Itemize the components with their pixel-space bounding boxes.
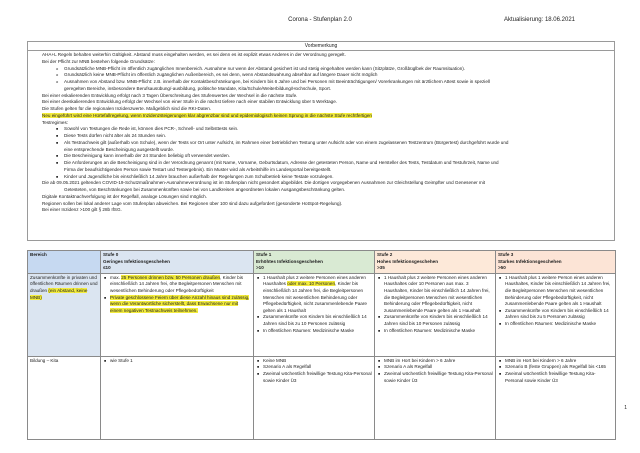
header-stufe-1: Stufe 1 Erhöhtes Infektionsgeschehen >10: [254, 251, 375, 274]
preface-item: ■ Die ab 09.05.2021 geltenden COVID-19-Schutzmaßnahmen-Ausnahmeverordnung ist im Stufenplan nicht gesondert abgebildet. Die dortigen vorgegebenen Ausnahmen zur Gleichstellung Geimpfter und Genesener mit: [42, 180, 614, 187]
rule-item: ■ Szenario B (feste Gruppen) als Regelfall bis <165: [505, 364, 613, 371]
preface-item: ■ Bei einer eskalierenden Entwicklung erfolgt nach 3 Tagen Überschreitung des Stufenwertes der Wechsel in die nächste Stufe.: [42, 93, 614, 100]
preface-item: ■ Bei einer deeskalierenden Entwicklung erfolgt der Wechsel von einer Stufe in die nächst tiefere nach einer stabilen Entwicklung über 5 Werktage.: [42, 99, 614, 106]
preface-item: Getesteten, von Beschränkungen bei Zusammenkünften sowie bei von Landkreisen angeordneten lokalen Ausgangsbeschränkung gelten.: [64, 187, 346, 192]
rule-item: ■ In öffentlichen Räumen: Medizinische Maske: [263, 328, 372, 335]
preface-item: ■ Digitale Kontaktnachverfolgung ist der Regelfall, analoge Lösungen sind möglich.: [42, 194, 614, 201]
row2-stufe-0: [101, 356, 254, 439]
rule-item: ■ Zusammenkünfte von Kindern bis einschließlich 14 Jahren sind bis zu 10 Personen zulässig: [263, 314, 372, 327]
header-stufe-3: Stufe 3 Starkes Infektionsgeschehen >50: [496, 251, 616, 274]
preface-item: ■ Neu eingeführt wird eine Hürtefallregelung, wenn Inzidenzsteigerungen klar abgrenzbar sind und epidemiologisch keinen Sprung in die nächste Stufe rechtfertigen: [42, 113, 614, 120]
preface-item: ■ Die Anforderungen an die Bescheinigung sind in der Verordnung genannt (mit Name, Vorname, Geburtsdatum, Adresse der getesteten Person, Name und Hersteller des Tests, Testdatum und Testuhrzeit, Name und: [42, 160, 614, 167]
header-stufe-0: Stufe 0 Geringes Infektionsgeschehen ≤10: [101, 251, 254, 274]
update-date: Aktualisierung: 18.06.2021: [503, 17, 575, 23]
row2-stufe-2: [375, 356, 496, 439]
rule-item: ■ MNB im Hort bei Kindern > 6 Jahre: [505, 358, 613, 365]
header-stufe-2: Stufe 2 Hohes Infektionsgeschehen >35: [375, 251, 496, 274]
rule-item: ■ MNB im Hort bei Kindern > 6 Jahre: [384, 358, 493, 365]
preface-item: Firma der beaufsichtigenden Person sowie Testart und Testergebnis). Ein Muster wird als Arbeitshilfe im Landesportal bereitgestellt.: [64, 166, 332, 172]
preface-item: ■ Kinder und Jugendliche bis einschließlich 14 Jahre brauchen außerhalb der Regelungen zum Schulbetrieb keine Testate vorzulegen.: [42, 174, 614, 181]
preface-item: eine entsprechende Bescheinigung ausgestellt wurde.: [64, 146, 175, 152]
rule-item: ■ max. 25 Personen drinnen bzw. 50 Personen draußen, Kinder bis einschließlich 14 Jahren frei, öhe Begleitpersonen Menschen mit wesentlichen Behinderung oder Pflegebedürftigkeit: [110, 275, 251, 295]
rule-item: ■ 1 Haushalt plus 2 weitere Personen eines anderen Haushaltes oder max. 10 Personen, Kinder bis einschließlich 14 Jahren frei, die Begleitpersonen Menschen mit wesentlichen Behinderung oder Pflegebedürftigkeit, nicht zusammenlebende Paare gelten als 1 Haushalt: [263, 275, 372, 315]
page-header: [0, 17, 640, 27]
rule-item: ■ Szenario A als Regelfall: [263, 364, 372, 371]
rule-item: ■ In öffentlichen Räumen: Medizinische Maske: [505, 321, 613, 328]
header-bereich: Bereich: [28, 251, 101, 274]
rule-item: ■ Zweimal wöchentlich freiwillige Testung Kita-Personal sowie Kinder Ü3: [505, 371, 613, 384]
preface-item: ■ Bei einer Inzidenz >100 gilt § 28b IfSG.: [42, 207, 614, 214]
rule-item: ■ 1 Haushalt plus 1 weitere Person eines anderen Haushaltes, Kinder bis einschließlich 14 Jahren frei, die Begleitpersonen Menschen mit wesentlichen Behinderung oder Pflegebedürftigkeit, nicht zusammenlebende Paare gelten als 1 Haushalt: [505, 275, 613, 308]
preface-title: Vorbemerkung: [28, 42, 614, 51]
page-number: 1: [624, 405, 627, 411]
preface-list: [28, 51, 614, 214]
preface-box: [27, 41, 615, 241]
row1-stufe-2: [375, 273, 496, 356]
preface-item: o Grundsätzlich keine MNB-Pflicht im öffentlich zugänglichen Außenbereich, es sei denn, wenn Abstandswahrung absehbar auf längere Dauer nicht möglich: [42, 72, 614, 79]
preface-item: ■ Die Stufen gelten für die regionalen Inzidenzwerte. Maßgeblich sind die RKI-Daten.: [42, 106, 614, 113]
row2-stufe-1: [254, 356, 375, 439]
rule-item: ■ Private geschlossene Feiern über diese Anzahl hinaus sind zulässig, wenn die Verantwortliche sicherstellt, dass Erwachsene nur mit einem negativen Testnachweis teilnehmen.: [110, 295, 251, 315]
preface-item: ■ AHA+L Regeln behalten weiterhin Gültigkeit. Abstand muss eingehalten werden, es sei denn es ist explizit etwas Anderes in der Verordnung geregelt.: [42, 52, 614, 59]
row-label-zusammenkuenfte: Zusammenkünfte in privaten und öffentlichen Räumen drinnen und draußen (ein Abstand, keine MNB): [28, 273, 101, 356]
preface-item: o Grundsätzliche MNB-Pflicht im öffentlich zugänglichen Innenbereich. Ausnahme nur wenn der Abstand gesichert ist und stetig eingehalten werden kann (Sitzplätze, Großbüglbek der Raumsituation).: [42, 66, 614, 73]
document-title: Corona - Stufenplan 2.0: [288, 17, 352, 23]
stage-table: [27, 250, 616, 440]
preface-item: o Ausnahmen von Abstand bzw. MNB-Pflicht: z.B. innerhalb der Kontaktbeschränkungen, bei Kindern bis 6 Jahre und bei Personen mit Beeinträchtigungen/ Vorerkrankungen mit ärztlichem Attest sowie in speziell: [42, 79, 614, 86]
rule-item: ■ Zusammenkünfte von Kindern bis einschließlich 14 Jahren sind bis zu 5 Personen zulässig: [505, 308, 613, 321]
rule-item: ■ Szenario A als Regelfall: [384, 364, 493, 371]
rule-item: ■ Zusammenkünfte von Kindern bis einschließlich 14 Jahren sind bis 10 Personen zulässig: [384, 314, 493, 327]
rule-item: ■ In öffentlichen Räumen: Medizinische Maske: [384, 328, 493, 335]
rule-item: ■ Zweimal wöchentlich freiwillige Testung Kita-Personal sowie Kinder Ü3: [263, 371, 372, 384]
row1-stufe-0: [101, 273, 254, 356]
rule-item: ■ Keine MNB: [263, 358, 372, 365]
preface-item: ■ Als Testnachweis gilt (außerhalb von Schule), wenn der Tests vor Ort unter Aufsicht, im Rahmen einer betrieblichen Testung unter Aufsicht oder von einem zugelassenen Testzentrum (Bürgertest) durchgeführt wurde und: [42, 140, 614, 147]
preface-item: ■ Sowohl von Testungen die Rede ist, können dies PCR-, Schnell- und Selbsttests sein.: [42, 126, 614, 133]
preface-item: ■ Bei der Pflicht zur MNB bestehen folgende Grundsätze:: [42, 59, 614, 66]
preface-item: ■ Testregimes:: [42, 120, 614, 127]
rule-item: ■ wie Stufe 1: [110, 358, 251, 365]
preface-item: ■ Diese Tests dürfen nicht älter als 24 Stunden sein.: [42, 133, 614, 140]
preface-item: geregelten Bereiche, insbesondere Berufsausübung/-ausbildung, politische Mandate, Kita/Schule/Weiterbildung/Hochschule, Sport.: [64, 85, 332, 91]
preface-item: ■ Die Bescheinigung kann innerhalb der 24 Stunden beliebig oft verwendet werden.: [42, 153, 614, 160]
rule-item: ■ 1 Haushalt plus 2 weitere Personen eines anderen Haushaltes oder 10 Personen aus max. 3 Haushalten, Kinder bis einschließlich 14 Jahren frei, die Begleitpersonen Menschen mit wesentlichen Behinderung oder Pflegebedürftigkeit, nicht zusammenlebende Paare gelten als 1 Haushalt: [384, 275, 493, 315]
row-label-bildung-kita: Bildung – Kita: [28, 356, 101, 439]
row1-stufe-1: [254, 273, 375, 356]
row1-stufe-3: [496, 273, 616, 356]
row2-stufe-3: [496, 356, 616, 439]
rule-item: ■ Zweimal wöchentlich freiwillige Testung Kita-Personal sowie Kinder Ü3: [384, 371, 493, 384]
preface-item: ■ Regionen sollen bei lokal anderer Lage vom Stufenplan abweichen. Bei Regionen über 100 sind dazu aufgefordert (gesonderte HotSpot-Regelung).: [42, 201, 614, 208]
